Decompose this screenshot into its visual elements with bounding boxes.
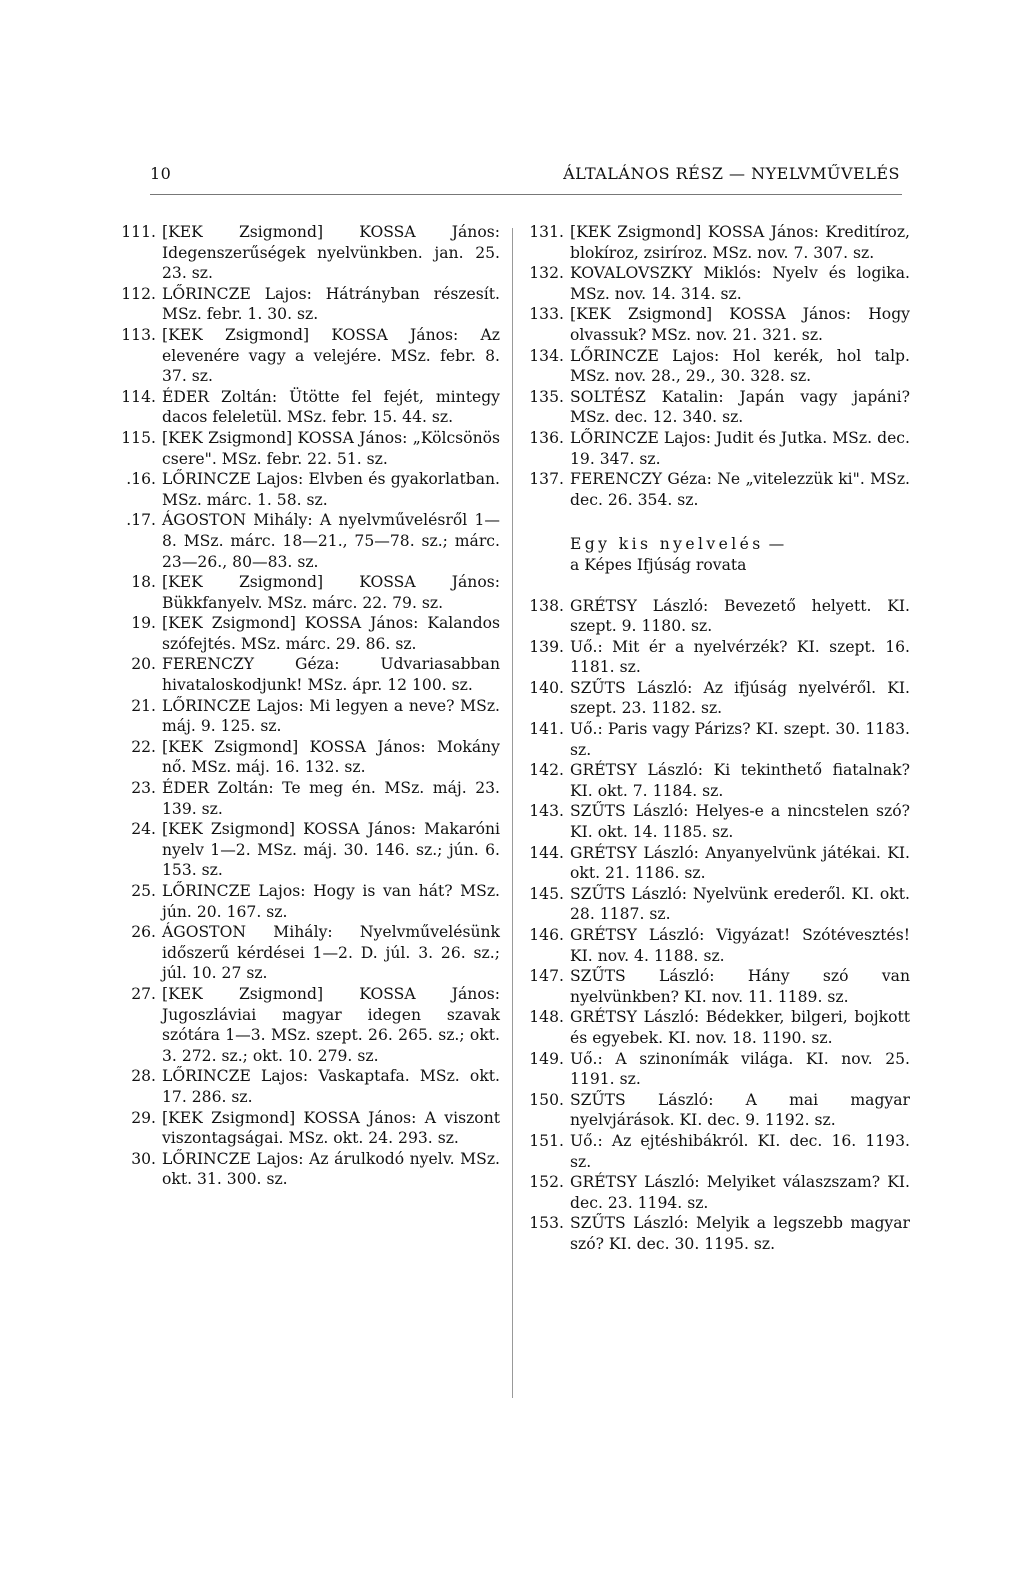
entry-number: 136. — [529, 428, 564, 447]
entry-text: [KEK Zsigmond] KOSSA János: „Kölcsönös csere". MSz. febr. 22. 51. sz. — [162, 428, 500, 468]
entry-number: 146. — [529, 926, 564, 944]
left-column — [112, 222, 500, 1190]
bibliography-entry — [112, 572, 500, 613]
bibliography-entry — [520, 678, 910, 719]
entry-text: SZŰTS László: Nyelvünk erederől. KI. okt. 28. 1187. sz. — [570, 884, 910, 924]
entry-text: LŐRINCZE Lajos: Judit és Jutka. MSz. dec. 19. 347. sz. — [570, 428, 910, 468]
entry-text: [KEK Zsigmond] KOSSA János: Makaróni nyelv 1—2. MSz. máj. 30. 146. sz.; jún. 6. 153. sz. — [162, 820, 500, 880]
entry-text: GRÉTSY László: Vigyázat! Szótévesztés! KI. nov. 4. 1188. sz. — [570, 926, 910, 965]
bibliography-entry — [520, 925, 910, 966]
bibliography-entry — [520, 843, 910, 884]
bibliography-entry — [520, 1090, 910, 1131]
bibliography-entry — [112, 737, 500, 778]
entry-number: .17. — [126, 511, 156, 530]
entry-text: ÉDER Zoltán: Ütötte fel fejét, mintegy dacos feleletül. MSz. febr. 15. 44. sz. — [162, 387, 500, 427]
entry-text: [KEK Zsigmond] KOSSA János: Az elevenére vagy a velejére. MSz. febr. 8. 37. sz. — [162, 325, 500, 386]
bibliography-entry — [112, 922, 500, 984]
entry-number: 25. — [131, 882, 156, 900]
entry-number: 141. — [529, 720, 564, 739]
entry-text: SZŰTS László: Az ifjúság nyelvéről. KI. szept. 23. 1182. sz. — [570, 678, 910, 718]
bibliography-entry — [520, 1213, 910, 1254]
bibliography-entry — [112, 881, 500, 922]
entry-text: Uő.: Mit ér a nyelvérzék? KI. szept. 16. 1181. sz. — [570, 637, 910, 677]
entry-text: GRÉTSY László: Anyanyelvünk játékai. KI. okt. 21. 1186. sz. — [570, 843, 910, 883]
entry-number: 112. — [121, 284, 156, 303]
entry-text: GRÉTSY László: Melyiket válaszszam? KI. dec. 23. 1194. sz. — [570, 1173, 910, 1212]
entry-number: 149. — [529, 1049, 564, 1068]
bibliography-entry — [112, 428, 500, 469]
bibliography-entry — [520, 966, 910, 1007]
entry-text: FERENCZY Géza: Ne „vitelezzük ki". MSz. dec. 26. 354. sz. — [570, 470, 910, 509]
entry-text: [KEK Zsigmond] KOSSA János: Kreditíroz, blokíroz, zsiríroz. MSz. nov. 7. 307. sz. — [570, 223, 910, 262]
entry-number: 150. — [529, 1090, 564, 1109]
entry-text: SZŰTS László: A mai magyar nyelvjárások. KI. dec. 9. 1192. sz. — [570, 1090, 910, 1130]
entry-number: 22. — [131, 737, 156, 756]
entry-number: 145. — [529, 884, 564, 903]
page-number: 10 — [150, 164, 172, 183]
entry-number: 133. — [529, 305, 564, 324]
entry-text: LŐRINCZE Lajos: Mi legyen a neve? MSz. máj. 9. 125. sz. — [162, 696, 500, 736]
entry-text: GRÉTSY László: Bevezető helyett. KI. szept. 9. 1180. sz. — [570, 596, 910, 636]
entry-text: [KEK Zsigmond] KOSSA János: Kalandos szófejtés. MSz. márc. 29. 86. sz. — [162, 614, 500, 653]
entry-text: Uő.: A szinonímák világa. KI. nov. 25. 1191. sz. — [570, 1049, 910, 1089]
bibliography-entry — [112, 325, 500, 387]
section-title: Egy kis nyelvelés — [570, 535, 764, 554]
entry-text: Uő.: Az ejtéshibákról. KI. dec. 16. 1193. sz. — [570, 1131, 910, 1171]
entry-number: 26. — [131, 923, 156, 942]
bibliography-entry — [112, 1108, 500, 1149]
entry-text: SZŰTS László: Melyik a legszebb magyar szó? KI. dec. 30. 1195. sz. — [570, 1214, 910, 1253]
bibliography-entry — [520, 469, 910, 510]
entry-number: 29. — [131, 1108, 156, 1127]
bibliography-entry — [520, 719, 910, 760]
entry-text: Uő.: Paris vagy Párizs? KI. szept. 30. 1183. sz. — [570, 720, 910, 759]
bibliography-entry — [520, 1131, 910, 1172]
column-divider — [512, 228, 513, 1398]
entry-text: LŐRINCZE Lajos: Elvben és gyakorlatban. MSz. márc. 1. 58. sz. — [162, 470, 500, 509]
entry-number: 115. — [121, 428, 156, 447]
right-column — [520, 222, 910, 1255]
entry-text: ÉDER Zoltán: Te meg én. MSz. máj. 23. 139. sz. — [162, 779, 500, 818]
entry-number: 24. — [131, 820, 156, 839]
entry-text: [KEK Zsigmond] KOSSA János: Jugoszláviai magyar idegen szavak szótára 1—3. MSz. szept. 26. 265. sz.; okt. 3. 272. sz.; okt. 10. 279. sz. — [162, 984, 500, 1065]
bibliography-entry — [520, 1049, 910, 1090]
bibliography-entry — [520, 428, 910, 469]
entry-number: 19. — [131, 614, 156, 633]
bibliography-entry — [112, 984, 500, 1066]
entry-text: LŐRINCZE Lajos: Az árulkodó nyelv. MSz. okt. 31. 300. sz. — [162, 1149, 500, 1189]
bibliography-entry — [520, 1172, 910, 1213]
entry-number: 144. — [529, 843, 564, 862]
bibliography-entry — [112, 613, 500, 654]
entry-number: 27. — [131, 984, 156, 1003]
right-column-entries-top — [520, 222, 910, 510]
entry-number: 134. — [529, 346, 564, 365]
header-rule — [150, 194, 902, 195]
entry-text: [KEK Zsigmond] KOSSA János: Mokány nő. MSz. máj. 16. 132. sz. — [162, 737, 500, 777]
entry-text: GRÉTSY László: Bédekker, bilgeri, bojkott és egyebek. KI. nov. 18. 1190. sz. — [570, 1008, 910, 1047]
entry-number: 153. — [529, 1214, 564, 1233]
entry-text: ÁGOSTON Mihály: Nyelvművelésünk időszerű kérdései 1—2. D. júl. 3. 26. sz.; júl. 10. 27 sz. — [162, 923, 500, 983]
entry-number: 143. — [529, 802, 564, 821]
bibliography-entry — [112, 778, 500, 819]
bibliography-entry — [112, 654, 500, 695]
entry-text: SZŰTS László: Helyes-e a nincstelen szó? KI. okt. 14. 1185. sz. — [570, 802, 910, 842]
entry-number: 152. — [529, 1173, 564, 1192]
entry-text: KOVALOVSZKY Miklós: Nyelv és logika. MSz. nov. 14. 314. sz. — [570, 264, 910, 303]
bibliography-entry — [112, 696, 500, 737]
entry-number: .16. — [126, 470, 156, 489]
running-title: ÁLTALÁNOS RÉSZ — NYELVMŰVELÉS — [563, 164, 900, 183]
entry-text: LŐRINCZE Lajos: Hogy is van hát? MSz. jún. 20. 167. sz. — [162, 882, 500, 921]
entry-number: 30. — [131, 1149, 156, 1168]
page-header — [150, 164, 900, 190]
bibliography-entry — [112, 819, 500, 881]
entry-text: [KEK Zsigmond] KOSSA János: Hogy olvassuk? MSz. nov. 21. 321. sz. — [570, 305, 910, 344]
entry-number: 18. — [131, 573, 156, 592]
entry-text: LŐRINCZE Lajos: Hátrányban részesít. MSz. febr. 1. 30. sz. — [162, 284, 500, 324]
bibliography-entry — [520, 884, 910, 925]
section-dash: — — [768, 535, 785, 554]
entry-number: 131. — [529, 223, 564, 241]
entry-text: LŐRINCZE Lajos: Vaskaptafa. MSz. okt. 17. 286. sz. — [162, 1067, 500, 1106]
bibliography-entry — [112, 1149, 500, 1190]
entry-number: 23. — [131, 779, 156, 798]
entry-number: 21. — [131, 696, 156, 715]
entry-number: 113. — [121, 325, 156, 344]
entry-number: 28. — [131, 1067, 156, 1086]
entry-text: FERENCZY Géza: Udvariasabban hivataloskodjunk! MSz. ápr. 12 100. sz. — [162, 655, 500, 695]
entry-number: 20. — [131, 655, 156, 674]
entry-number: 148. — [529, 1008, 564, 1027]
bibliography-entry — [520, 263, 910, 304]
bibliography-entry — [520, 637, 910, 678]
bibliography-entry — [520, 760, 910, 801]
bibliography-entry — [112, 284, 500, 325]
bibliography-entry — [520, 222, 910, 263]
entry-number: 137. — [529, 470, 564, 489]
bibliography-entry — [112, 222, 500, 284]
entry-text: [KEK Zsigmond] KOSSA János: A viszont viszontagságai. MSz. okt. 24. 293. sz. — [162, 1108, 500, 1148]
entry-number: 142. — [529, 761, 564, 780]
entry-number: 135. — [529, 387, 564, 406]
entry-number: 139. — [529, 637, 564, 656]
entry-text: ÁGOSTON Mihály: A nyelvművelésről 1—8. MSz. márc. 18—21., 75—78. sz.; márc. 23—26., 80—83. sz. — [162, 511, 500, 571]
bibliography-entry — [520, 1007, 910, 1048]
entry-number: 151. — [529, 1131, 564, 1150]
entry-text: LŐRINCZE Lajos: Hol kerék, hol talp. MSz. nov. 28., 29., 30. 328. sz. — [570, 346, 910, 386]
entry-number: 111. — [121, 223, 156, 241]
entry-number: 140. — [529, 678, 564, 697]
section-subtitle: a Képes Ifjúság rovata — [570, 555, 747, 574]
entry-number: 138. — [529, 596, 564, 615]
bibliography-entry — [520, 596, 910, 637]
bibliography-entry — [112, 469, 500, 510]
entry-text: SOLTÉSZ Katalin: Japán vagy japáni? MSz. dec. 12. 340. sz. — [570, 387, 910, 427]
entry-text: SZŰTS László: Hány szó van nyelvünkben? KI. nov. 11. 1189. sz. — [570, 967, 910, 1006]
bibliography-entry — [520, 346, 910, 387]
entry-text: GRÉTSY László: Ki tekinthető fiatalnak? KI. okt. 7. 1184. sz. — [570, 761, 910, 800]
bibliography-entry — [520, 801, 910, 842]
entry-text: [KEK Zsigmond] KOSSA János: Bükkfanyelv. MSz. márc. 22. 79. sz. — [162, 573, 500, 612]
right-column-entries-bottom — [520, 596, 910, 1255]
bibliography-entry — [520, 387, 910, 428]
bibliography-entry — [112, 1066, 500, 1107]
entry-number: 147. — [529, 967, 564, 986]
entry-number: 114. — [121, 387, 156, 406]
bibliography-entry — [520, 304, 910, 345]
bibliography-entry — [112, 510, 500, 572]
bibliography-entry — [112, 387, 500, 428]
entry-number: 132. — [529, 264, 564, 283]
entry-text: [KEK Zsigmond] KOSSA János: Idegenszerűségek nyelvünkben. jan. 25. 23. sz. — [162, 223, 500, 283]
section-heading — [570, 534, 910, 575]
